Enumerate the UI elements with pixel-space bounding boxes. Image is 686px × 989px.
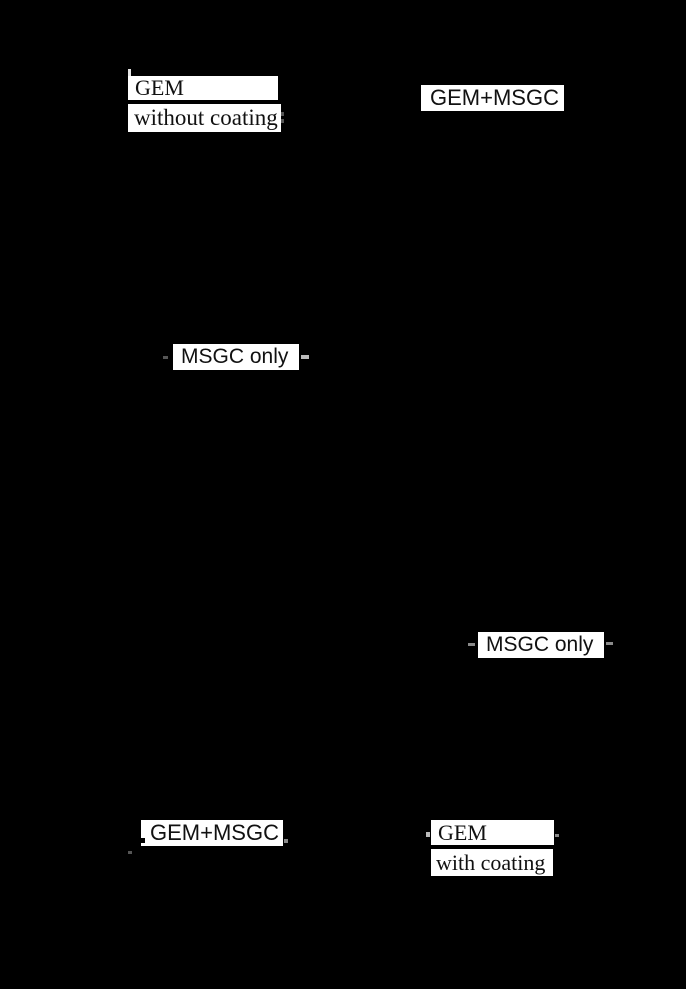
marker-fragment	[555, 834, 559, 837]
marker-fragment	[284, 839, 288, 843]
curve-label-gem-msgc-top	[421, 85, 564, 111]
curve-label-gem-msgc-bottom	[141, 820, 283, 846]
curve-label-text: GEM+MSGC	[150, 820, 279, 845]
line-fragment	[468, 643, 475, 646]
curve-label-gem-no-coating-line2	[128, 104, 281, 132]
line-fragment	[163, 356, 168, 359]
curve-label-text: with coating	[436, 849, 546, 875]
curve-label-gem-no-coating-line1	[128, 76, 278, 100]
curve-label-text: MSGC only	[486, 633, 594, 656]
curve-label-text: without coating	[134, 105, 278, 130]
marker-fragment	[426, 832, 430, 837]
curve-label-text: MSGC only	[181, 345, 289, 368]
marker-fragment	[141, 838, 145, 843]
line-fragment	[301, 355, 309, 359]
curve-label-gem-with-coating-line1	[431, 820, 554, 845]
marker-fragment	[281, 119, 284, 123]
curve-label-gem-with-coating-line2	[431, 849, 553, 876]
curve-label-msgc-only-right	[478, 632, 604, 658]
marker-fragment	[281, 112, 284, 116]
curve-label-text: GEM	[438, 819, 487, 845]
curve-label-text: GEM	[135, 75, 184, 100]
line-fragment	[606, 642, 613, 645]
curve-label-msgc-only-left	[173, 344, 299, 370]
curve-label-text: GEM+MSGC	[430, 85, 559, 110]
marker-fragment	[128, 851, 132, 854]
